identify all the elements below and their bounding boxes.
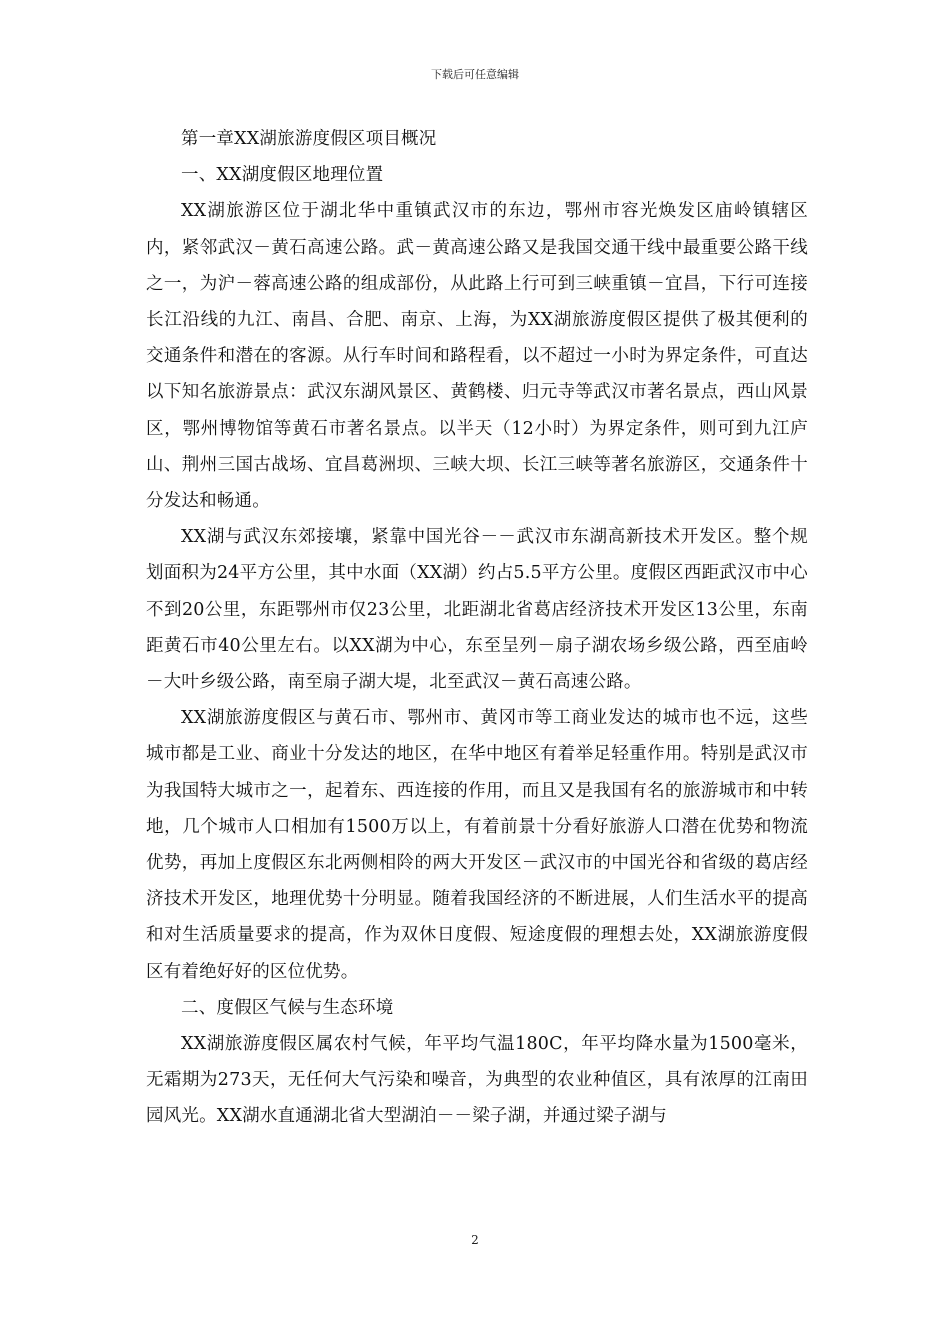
- section-heading-climate: 二、度假区气候与生态环境: [181, 997, 394, 1018]
- paragraph-regional-advantage: XX湖旅游度假区与黄石市、鄂州市、黄冈市等工商业发达的城市也不远，这些城市都是工业、商业十分发达的地区，在华中地区有着举足轻重作用。特别是武汉市为我国特大城市之一，起着东、西连接的作用，而且又是我国有名的旅游城市和中转地，几个城市人口相加有1500万以上，有着前景十分看好旅游人口潜在优势和物流优势，再加上度假区东北两侧相阾的两大开发区－武汉市的中国光谷和省级的葛店经济技术开发区，地理优势十分明显。随着我国经济的不断进展，人们生活水平的提高和对生活质量要求的提高，作为双休日度假、短途度假的理想去处，XX湖旅游度假区有着绝好好的区位优势。: [146, 708, 808, 982]
- header-note: 下载后可任意编辑: [431, 68, 519, 81]
- section-heading-location: 一、XX湖度假区地理位置: [181, 165, 384, 186]
- paragraph-climate: XX湖旅游度假区属农村气候，年平均气温180C，年平均降水量为1500毫米，无霜期为273天，无任何大气污染和噪音，为典型的农业种值区，具有浓厚的江南田园风光。XX湖水直通湖北省大型湖泊－－梁子湖，并通过梁子湖与: [146, 1034, 808, 1127]
- paragraph-location-boundaries: XX湖与武汉东郊接壤，紧靠中国光谷－－武汉市东湖高新技术开发区。整个规划面积为24平方公里，其中水面（XX湖）约占5.5平方公里。度假区西距武汉市中心不到20公里，东距鄂州市仅23公里，北距湖北省葛店经济技术开发区13公里，东南距黄石市40公里左右。以XX湖为中心，东至呈列－扇子湖农场乡级公路，西至庙岭－大叶乡级公路，南至扇子湖大堤，北至武汉－黄石高速公路。: [146, 527, 808, 693]
- page-number: 2: [471, 1233, 479, 1247]
- chapter-title: 第一章XX湖旅游度假区项目概况: [181, 129, 437, 149]
- paragraph-location-access: XX湖旅游区位于湖北华中重镇武汉市的东边，鄂州市容光焕发区庙岭镇辖区内，紧邻武汉－黄石高速公路。武－黄高速公路又是我国交通干线中最重要公路干线之一，为沪－蓉高速公路的组成部份，从此路上行可到三峡重镇－宜昌，下行可连接长江沿线的九江、南昌、合肥、南京、上海，为XX湖旅游度假区提供了极其便利的交通条件和潜在的客源。从行车时间和路程看，以不超过一小时为界定条件，可直达以下知名旅游景点：武汉东湖风景区、黄鹤楼、归元寺等武汉市著名景点，西山风景区，鄂州博物馆等黄石市著名景点。以半天（12小时）为界定条件，则可到九江庐山、荆州三国古战场、宜昌葛洲坝、三峡大坝、长江三峡等著名旅游区，交通条件十分发达和畅通。: [146, 201, 808, 512]
- document-body: [146, 121, 808, 1135]
